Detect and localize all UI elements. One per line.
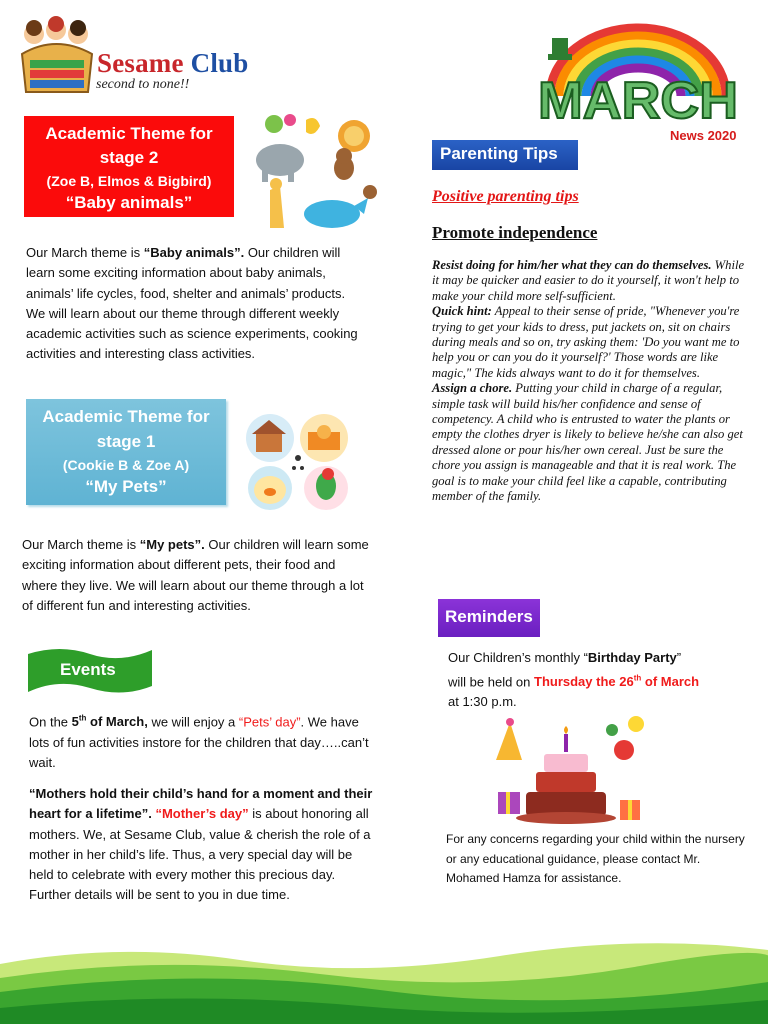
stage1-groups: (Cookie B & Zoe A) [62,457,190,473]
pets-image [244,410,356,514]
stage2-title-line1: Academic Theme for [45,124,213,143]
baby-animals-image [250,110,390,232]
events-label: Events [60,660,116,679]
stage1-title-line2: stage 1 [96,432,156,451]
march-title-text: MARCH [538,72,738,130]
brand-name: Sesame Club [97,48,249,78]
stage2-groups: (Zoe B, Elmos & Bigbird) [46,173,212,189]
brand-tagline: second to none!! [96,77,190,92]
issue-label: News 2020 [670,128,737,143]
stage2-theme-name: “Baby animals” [65,193,193,212]
concerns-contact-note: For any concerns regarding your child within the nursery or any educational guidance, please contact Mr. Mohamed Hamza for assistance. [446,832,745,886]
stage1-theme-box [26,399,226,505]
stage1-description: Our March theme is “My pets”. Our children will learn some exciting information about different pets, their food and where they live. We will learn about our theme through a lot of different fun and interesting activities. [22,537,369,613]
birthday-cake-image [486,710,652,828]
stage2-title-line2: stage 2 [99,148,159,167]
positive-parenting-heading: Positive parenting tips [432,188,579,205]
birthday-party-reminder: Our Children’s monthly “Birthday Party” will be held on Thursday the 26th of March at 1:30 p.m. [448,650,700,710]
stage2-theme-box [24,116,234,217]
stage1-title-line1: Academic Theme for [42,407,210,426]
sesame-club-logo-image [14,14,100,98]
mothers-day-event: “Mothers hold their child’s hand for a moment and their heart for a lifetime”. “Mother’s day” is about honoring all mothers. We, at Sesame Club, value & cherish the role of a mother in her child’s life. Thus, a very special day will be held to celebrate with every mother this precious day. Further details will be sent to you in due time. [29,786,373,903]
march-rainbow-title [530,18,745,130]
promote-independence-heading: Promote independence [432,223,598,242]
parenting-tips-badge: Parenting Tips [432,140,578,170]
pets-day-event: On the 5th of March, we will enjoy a “Pets’ day”. We have lots of fun activities instore for the children that day…..can’t wait. [29,714,369,770]
stage1-theme-name: “My Pets” [85,477,167,496]
bottom-grass-decoration [0,936,768,1024]
parenting-tips-text: Resist doing for him/her what they can do themselves. While it may be quicker and easier to do it yourself, it won't help to make your child more self-sufficient. Quick hint: Appeal to their sense of pride, "Whenever you're trying to get your kids to dress, put jackets on, sit on chairs during meals and so on, try asking them: 'Do you want me to help you or can you do it yourself?' Those words are like magic," The kids always want to do it for themselves. Assign a chore. Putting your child in charge of a regular, simple task will build his/her confidence and sense of competency. A child who is entrusted to water the plants or empty the clothes dryer is likely to believe he/she can also get dressed alone or pour his/her own cereal. Just be sure the chore you assign is manageable and that it is real work. The goal is to make your child feel like a capable, contributing member of the family. [432,258,745,504]
stage2-description: Our March theme is “Baby animals”. Our children will learn some exciting information about baby animals, animals’ life cycles, food, shelter and animals’ products. We will learn about our theme through different weekly academic activities such as science experiments, cooking activities and interesting class activities. [26,245,358,362]
reminders-badge: Reminders [438,599,540,637]
